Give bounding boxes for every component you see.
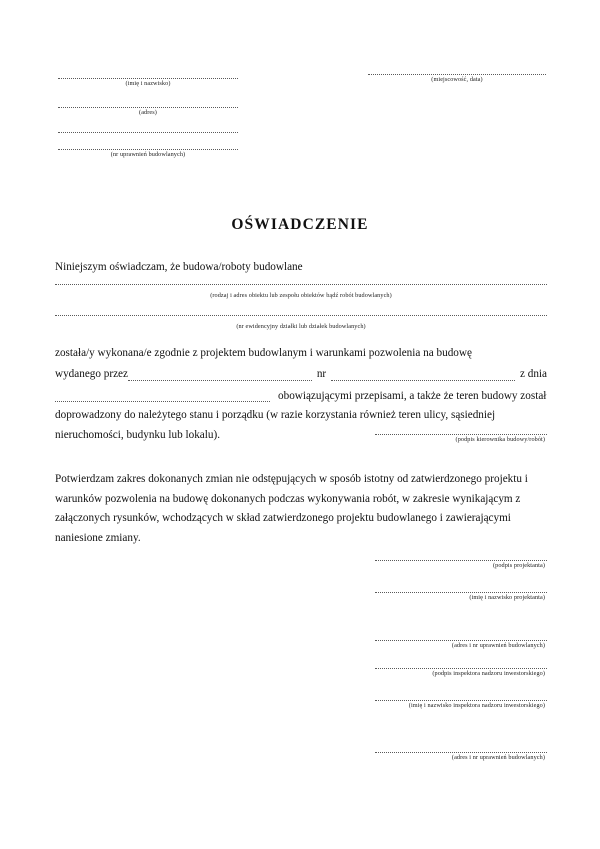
caption-plot-number: (nr ewidencyjny działki lub działek budowlanych) [236,323,366,330]
document-body [55,258,547,445]
signature-block-designer-address [375,640,547,649]
header-field-license [58,149,238,158]
body-tidy-line-2: nieruchomości, budynku lub lokalu). [55,428,220,441]
signature-rule[interactable] [375,640,547,641]
signature-rule[interactable] [375,560,547,561]
signature-rule[interactable] [375,700,547,701]
body-tidy-line-1: doprowadzony do należytego stanu i porządku (w razie korzystania również teren ulicy, sąsiedniej [55,409,496,421]
document-paragraph-changes: Potwierdzam zakres dokonanych zmian nie odstępujących w sposób istotny od zatwierdzonego projektu i warunków pozwolenia na budowę dokonanych podczas wykonywania robót, w zakresie wynikającym z załączonych rysunków, wchodzących w skład zatwierdzonego projektu budowlanego i zawierającymi naniesione zmiany. [55,473,528,544]
body-issued-line [55,365,547,385]
signature-rule[interactable] [375,592,547,593]
header-caption-address: (adres) [139,109,157,116]
dotted-rule [55,284,547,285]
issued-prefix-label: wydanego przez [55,368,128,380]
field-object-description [55,284,547,306]
dotted-rule [368,74,546,75]
dotted-rule [58,107,238,108]
spacer [55,278,547,282]
signature-rule[interactable] [375,668,547,669]
signature-caption-designer-name: (imię i nazwisko projektanta) [469,594,545,601]
issued-date-label: z dnia [519,368,548,380]
signature-block-designer-sign [375,560,547,569]
dotted-rule [58,132,238,133]
caption-object-description: (rodzaj i adres obiektu lub zespołu obiektów bądź robót budowlanych) [210,291,392,299]
signature-block-inspector-name [375,700,547,709]
signature-caption-designer-address: (adres i nr uprawnień budowlanych) [451,642,545,649]
signature-block-inspector-address [375,752,547,761]
signature-block-site-manager [375,434,547,443]
header-caption-place-date: (miejscowość, data) [431,76,483,83]
issued-nr-label: nr [316,368,327,380]
signature-caption-inspector-address: (adres i nr uprawnień budowlanych) [451,754,545,761]
signature-block-inspector-sign [375,668,547,677]
regulations-label: obowiązującymi przepisami, a także że teren budowy został [278,389,547,402]
header-right-block [368,74,546,83]
signature-rule[interactable] [375,752,547,753]
header-field-blank [58,132,238,133]
body-executed-line: została/y wykonana/e zgodnie z projektem budowlanym i warunkami pozwolenia na budowę [55,346,472,359]
dotted-rule [55,315,547,316]
body-regulations-line [55,387,547,407]
header-field-address [58,107,238,116]
dotted-rule [58,78,238,79]
signature-caption-designer-sign: (podpis projektanta) [492,562,545,569]
signature-caption-inspector-name: (imię i nazwisko inspektora nadzoru inwestorskiego) [408,702,545,709]
field-plot-number [55,315,547,337]
signature-caption-inspector-sign: (podpis inspektora nadzoru inwestorskiego) [432,670,545,677]
issued-number-field[interactable] [331,380,515,381]
body-intro-line: Niniejszym oświadczam, że budowa/roboty budowlane [55,261,303,273]
document-title: OŚWIADCZENIE [231,216,369,233]
header-caption-name: (imię i nazwisko) [125,80,171,87]
signature-block-designer-name [375,592,547,601]
header-caption-license: (nr uprawnień budowlanych) [110,151,186,158]
header-field-place-date [368,74,546,83]
regulations-field[interactable] [55,401,270,402]
header-left-block [58,78,238,158]
signature-rule[interactable] [375,434,547,435]
signature-caption-site-manager: (podpis kierownika budowy/robót) [455,436,545,443]
header-field-name [58,78,238,87]
issued-authority-field[interactable] [128,380,312,381]
dotted-rule [58,149,238,150]
